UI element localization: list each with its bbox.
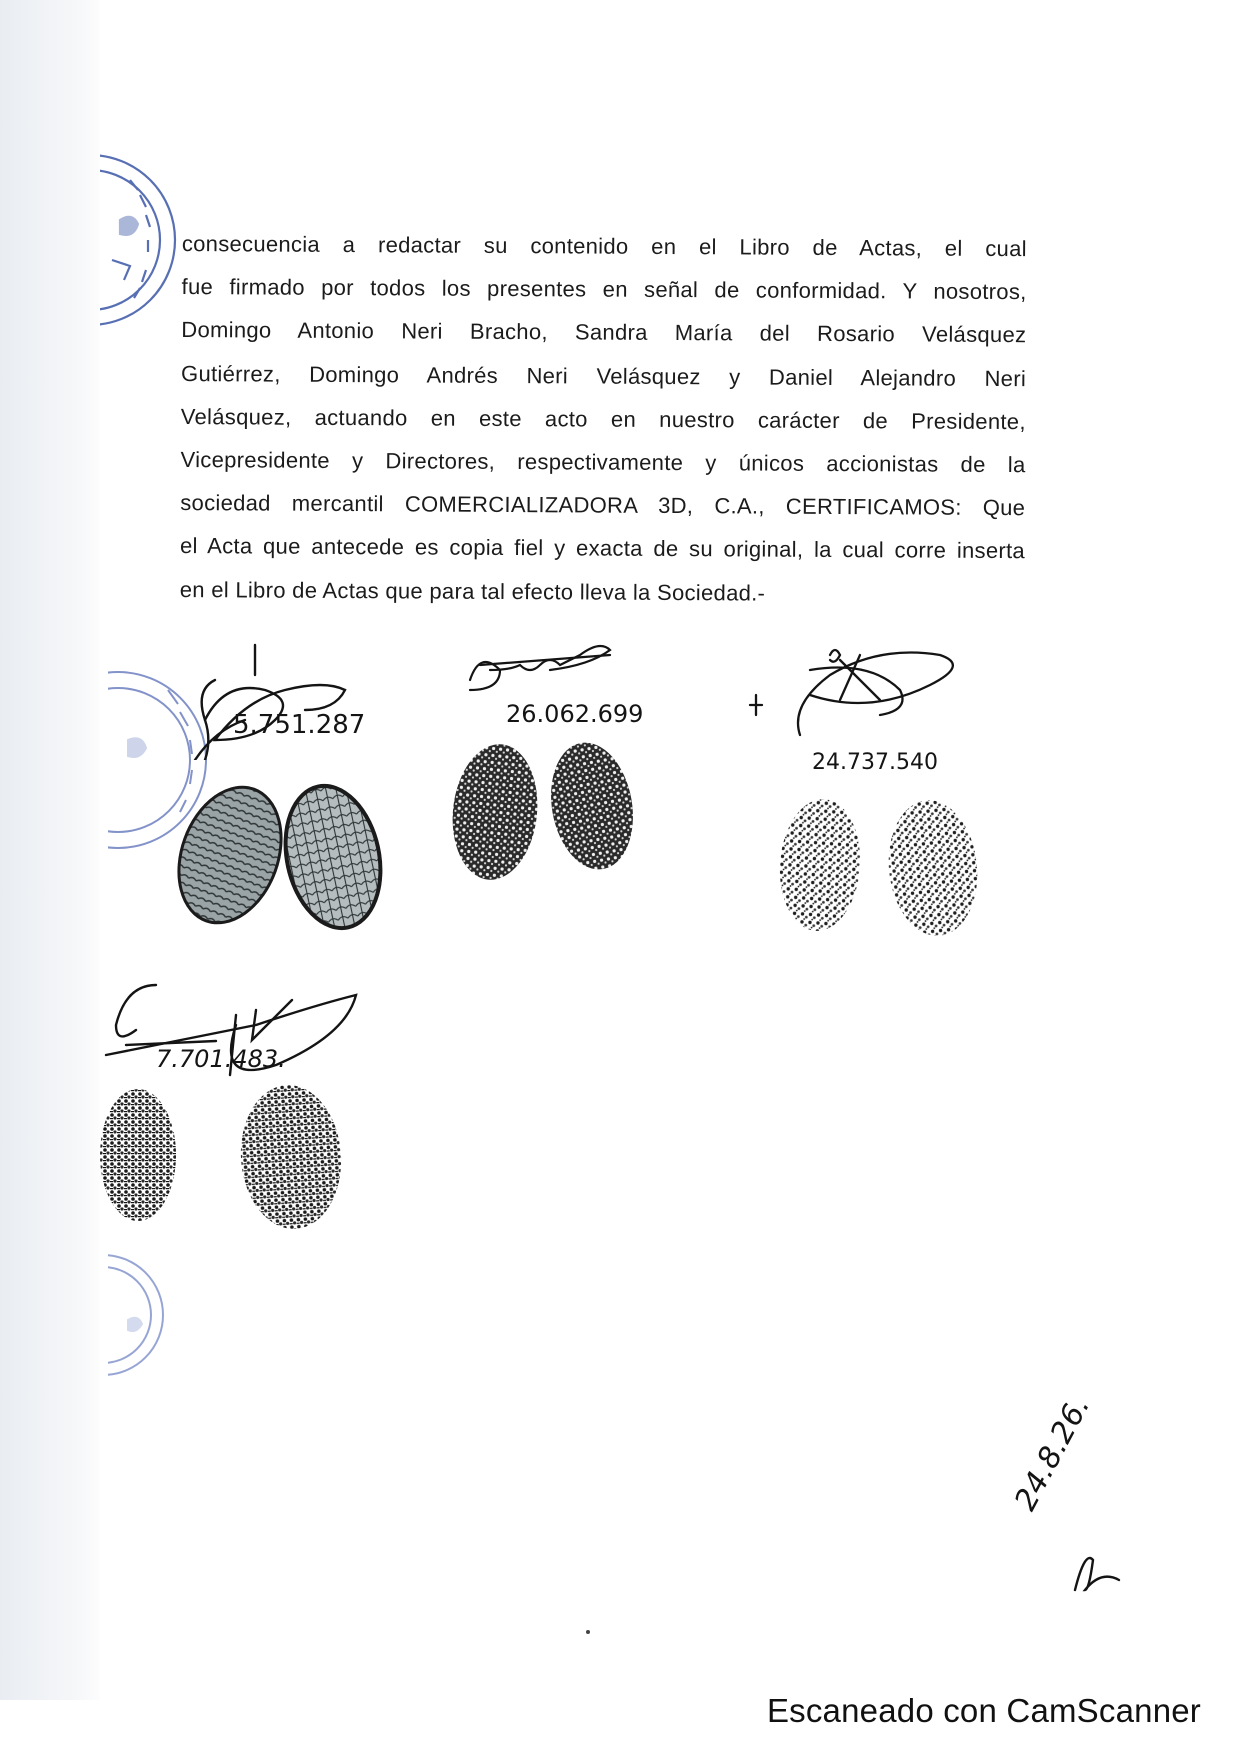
fingerprint-pair-3 (740, 785, 1000, 945)
text-line: en el Libro de Actas que para tal efecto lleva la Sociedad.- (179, 576, 766, 606)
camscanner-watermark: Escaneado con CamScanner (766, 1692, 1201, 1729)
notary-seal-stamp-top (100, 150, 180, 330)
text-line: consecuencia a redactar su contenido en el Libro de Actas, el cual (181, 230, 1027, 262)
handwritten-signature-3 (740, 640, 1000, 750)
id-number-3: 24.737.540 (812, 750, 938, 775)
fingerprint-pair-2 (450, 740, 650, 900)
id-number-4: 7.701.483. (156, 1045, 286, 1073)
certification-paragraph (180, 222, 1027, 616)
text-line: fue firmado por todos los presentes en señal de conformidad. Y nosotros, (181, 274, 1027, 305)
notary-seal-stamp-bottom (108, 1250, 178, 1380)
handwritten-date-note: 24.8.26. (1008, 1390, 1098, 1517)
scan-left-edge-shadow (0, 0, 108, 1700)
signature-block-3 (740, 640, 1000, 940)
handwritten-initial (1065, 1540, 1125, 1600)
text-line: Vicepresidente y Directores, respectivamente y únicos accionistas de la (180, 447, 1026, 478)
handwritten-signature-1 (175, 640, 405, 760)
text-line: Domingo Antonio Neri Bracho, Sandra María del Rosario Velásquez (181, 317, 1027, 348)
id-number-2: 26.062.699 (506, 700, 644, 728)
signature-block-2 (450, 640, 650, 900)
text-line: Velásquez, actuando en este acto en nuestro carácter de Presidente, (180, 403, 1026, 434)
signature-block-1 (175, 640, 405, 940)
text-line: el Acta que antecede es copia fiel y exacta de su original, la cual corre inserta (179, 533, 1026, 564)
fingerprint-pair-1 (175, 775, 405, 935)
text-line: Gutiérrez, Domingo Andrés Neri Velásquez y Daniel Alejandro Neri (181, 360, 1027, 391)
id-number-1: 5.751.287 (233, 710, 366, 740)
text-line: sociedad mercantil COMERCIALIZADORA 3D, C.A., CERTIFICAMOS: Que (180, 490, 1026, 521)
speck-mark (586, 1630, 590, 1634)
fingerprint-pair-4 (96, 1085, 386, 1245)
signature-block-4 (96, 975, 386, 1255)
